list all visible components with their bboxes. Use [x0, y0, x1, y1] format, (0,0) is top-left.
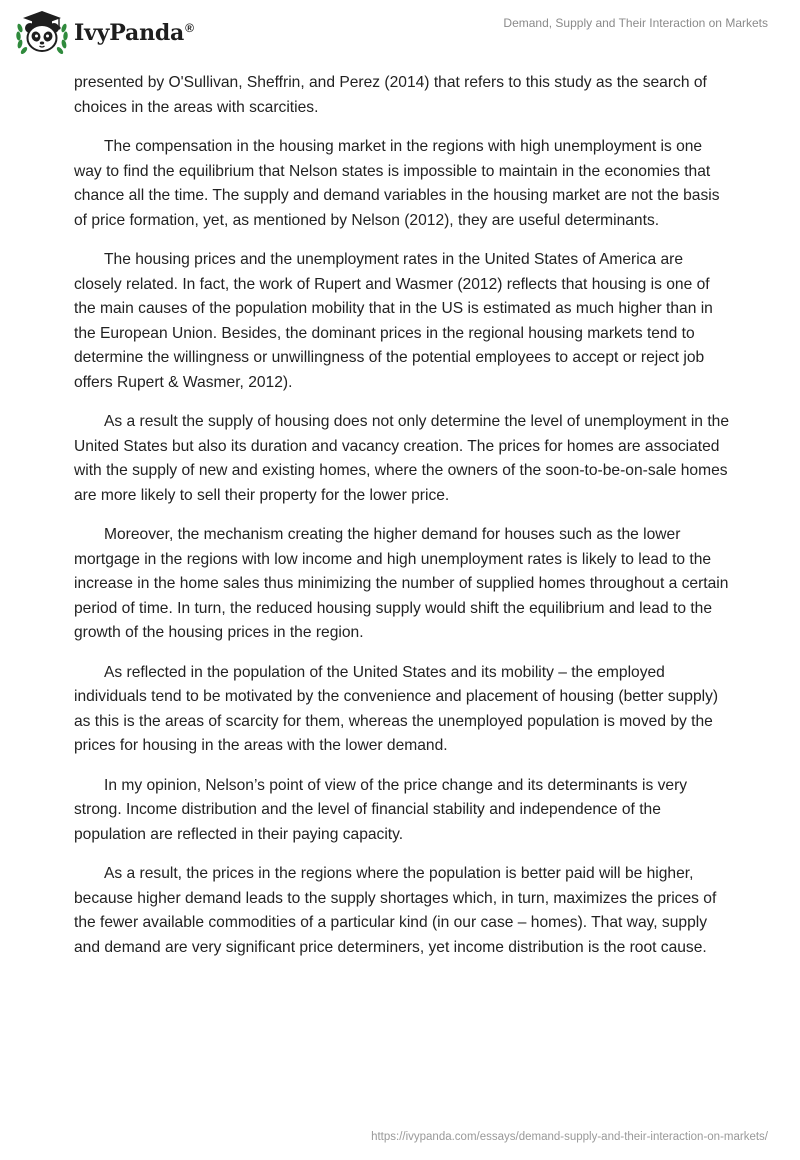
- document-title: Demand, Supply and Their Interaction on Markets: [503, 16, 768, 30]
- paragraph: As a result the supply of housing does not only determine the level of unemployment in the United States but also its duration and vacancy creation. The prices for homes are associated with the supply of new and existing homes, where the owners of the soon-to-be-on-sale homes are more likely to sell their property for the lower price.: [74, 413, 729, 504]
- panda-graduation-cap-icon: [14, 8, 70, 56]
- registered-mark: ®: [185, 20, 194, 35]
- paragraph: Moreover, the mechanism creating the higher demand for houses such as the lower mortgage in the regions with low income and high unemployment rates is likely to lead to the increase in the home sales thus minimizing the number of supplied homes throughout a certain period of time. In turn, the reduced housing supply would shift the equilibrium and lead to the growth of the housing prices in the region.: [74, 526, 729, 641]
- paragraph: As a result, the prices in the regions where the population is better paid will be higher, because higher demand leads to the supply shortages which, in turn, maximizes the prices of the fewer available commodities of a particular kind (in our case – homes). That way, supply and demand are very significant price determiners, yet income distribution is the root cause.: [74, 865, 717, 956]
- brand-name: [74, 20, 194, 46]
- paragraph: As reflected in the population of the United States and its mobility – the employed individuals tend to be motivated by the convenience and placement of housing (better supply) as this is the areas of scarcity for them, whereas the unemployed population is moved by the prices for housing in the areas with the lower demand.: [74, 663, 719, 754]
- paragraph: The compensation in the housing market in the regions with high unemployment is one way to find the equilibrium that Nelson states is impossible to maintain in the economies that chance all the time. The supply and demand variables in the housing market are not the basis of price formation, yet, as mentioned by Nelson (2012), they are useful determinants.: [74, 138, 720, 229]
- paragraph: In my opinion, Nelson’s point of view of the price change and its determinants is very strong. Income distribution and the level of financial stability and independence of the population are reflected in their paying capacity.: [74, 776, 688, 843]
- essay-body: [74, 71, 734, 975]
- paragraph: The housing prices and the unemployment rates in the United States of America are closely related. In fact, the work of Rupert and Wasmer (2012) reflects that housing is one of the main causes of the population mobility that in the US is estimated as much higher than in the European Union. Besides, the dominant prices in the regional housing markets tend to determine the willingness or unwillingness of the potential employees to accept or reject job offers Rupert & Wasmer, 2012).: [74, 251, 713, 391]
- page-header: [0, 0, 800, 70]
- source-url[interactable]: https://ivypanda.com/essays/demand-supply-and-their-interaction-on-markets/: [371, 1131, 768, 1143]
- brand-name-text: IvyPanda: [74, 20, 185, 46]
- ivypanda-logo[interactable]: [14, 8, 194, 56]
- paragraph: presented by O'Sullivan, Sheffrin, and Perez (2014) that refers to this study as the search of choices in the areas with scarcities.: [74, 74, 707, 116]
